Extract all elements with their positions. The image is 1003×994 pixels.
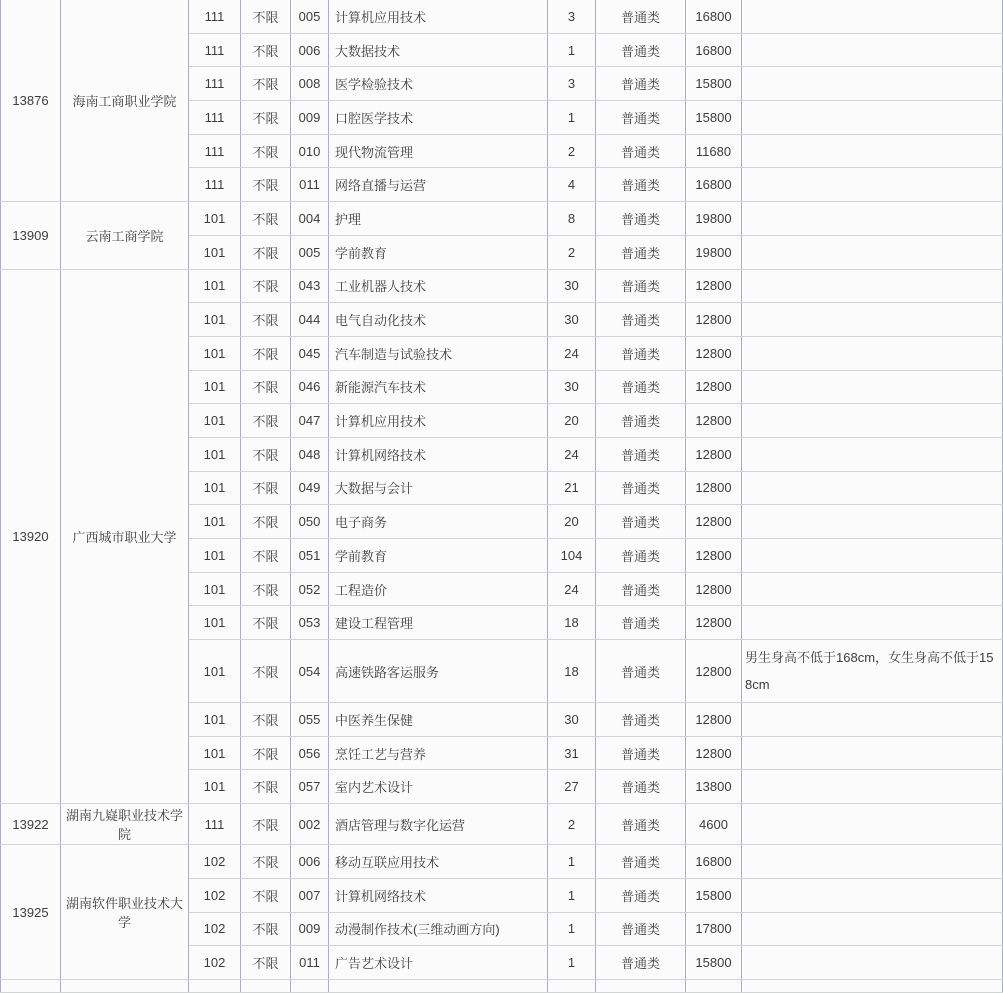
- cell-major-name: 电气自动化技术: [329, 303, 548, 337]
- cell-note: [742, 370, 1003, 404]
- cell-plan-count: 1: [548, 946, 596, 980]
- cell-batch-code: 101: [189, 640, 241, 703]
- cell-subject-requirement: 不限: [241, 67, 291, 101]
- cell-major-name: 建设工程管理: [329, 606, 548, 640]
- cell-note: [742, 101, 1003, 135]
- cell-note: [742, 703, 1003, 737]
- cell-major-name: 计算机网络技术: [329, 437, 548, 471]
- cell-note: [742, 845, 1003, 879]
- cell-empty: [329, 979, 548, 992]
- cell-plan-count: 1: [548, 912, 596, 946]
- table-row: [1, 804, 1003, 845]
- cell-subject-requirement: 不限: [241, 370, 291, 404]
- cell-fee: 16800: [686, 845, 742, 879]
- cell-category: 普通类: [596, 269, 686, 303]
- cell-school-name: 湖南软件职业技术大学: [61, 845, 189, 980]
- cell-major-name: 动漫制作技术(三维动画方向): [329, 912, 548, 946]
- cell-category: 普通类: [596, 703, 686, 737]
- cell-batch-code: 102: [189, 946, 241, 980]
- cell-category: 普通类: [596, 202, 686, 236]
- cell-category: 普通类: [596, 235, 686, 269]
- cell-empty: [241, 979, 291, 992]
- cell-major-code: 011: [291, 168, 329, 202]
- cell-subject-requirement: 不限: [241, 703, 291, 737]
- cell-fee: 15800: [686, 67, 742, 101]
- cell-school-code: 13876: [1, 0, 61, 202]
- cell-major-code: 005: [291, 235, 329, 269]
- cell-major-name: 烹饪工艺与营养: [329, 736, 548, 770]
- cell-note: [742, 539, 1003, 573]
- cell-plan-count: 21: [548, 471, 596, 505]
- cell-major-code: 007: [291, 878, 329, 912]
- cell-category: 普通类: [596, 912, 686, 946]
- cell-note: [742, 437, 1003, 471]
- cell-subject-requirement: 不限: [241, 404, 291, 438]
- cell-fee: 4600: [686, 804, 742, 845]
- cell-major-code: 006: [291, 33, 329, 67]
- cell-major-code: 057: [291, 770, 329, 804]
- cell-subject-requirement: 不限: [241, 804, 291, 845]
- cell-note: [742, 33, 1003, 67]
- cell-category: 普通类: [596, 33, 686, 67]
- cell-note: [742, 770, 1003, 804]
- cell-category: 普通类: [596, 770, 686, 804]
- cell-plan-count: 3: [548, 0, 596, 33]
- cell-note: [742, 134, 1003, 168]
- cell-major-name: 大数据技术: [329, 33, 548, 67]
- cell-subject-requirement: 不限: [241, 33, 291, 67]
- cell-category: 普通类: [596, 804, 686, 845]
- cell-major-name: 中医养生保健: [329, 703, 548, 737]
- cell-batch-code: 101: [189, 370, 241, 404]
- cell-subject-requirement: 不限: [241, 101, 291, 135]
- cell-major-name: 室内艺术设计: [329, 770, 548, 804]
- table-row: [1, 269, 1003, 303]
- cell-major-name: 学前教育: [329, 539, 548, 573]
- cell-empty: [61, 979, 189, 992]
- cell-batch-code: 111: [189, 134, 241, 168]
- cell-category: 普通类: [596, 303, 686, 337]
- cell-plan-count: 24: [548, 437, 596, 471]
- cell-plan-count: 30: [548, 303, 596, 337]
- table-row: [1, 845, 1003, 879]
- cell-batch-code: 101: [189, 235, 241, 269]
- cell-note: [742, 336, 1003, 370]
- cell-category: 普通类: [596, 471, 686, 505]
- cell-category: 普通类: [596, 437, 686, 471]
- cell-fee: 12800: [686, 606, 742, 640]
- cell-fee: 12800: [686, 640, 742, 703]
- cell-fee: 12800: [686, 303, 742, 337]
- cell-category: 普通类: [596, 101, 686, 135]
- cell-batch-code: 101: [189, 770, 241, 804]
- table-row: [1, 0, 1003, 33]
- cell-batch-code: 102: [189, 845, 241, 879]
- cell-fee: 19800: [686, 202, 742, 236]
- cell-batch-code: 111: [189, 101, 241, 135]
- cell-batch-code: 101: [189, 336, 241, 370]
- cell-fee: 12800: [686, 269, 742, 303]
- cell-fee: 12800: [686, 336, 742, 370]
- cell-category: 普通类: [596, 845, 686, 879]
- cell-fee: 12800: [686, 404, 742, 438]
- cell-major-code: 046: [291, 370, 329, 404]
- cell-fee: 12800: [686, 370, 742, 404]
- cell-plan-count: 2: [548, 804, 596, 845]
- cell-category: 普通类: [596, 336, 686, 370]
- cell-fee: 13800: [686, 770, 742, 804]
- cell-plan-count: 1: [548, 33, 596, 67]
- cell-plan-count: 30: [548, 703, 596, 737]
- cell-category: 普通类: [596, 640, 686, 703]
- cell-plan-count: 2: [548, 235, 596, 269]
- cell-plan-count: 24: [548, 572, 596, 606]
- cell-fee: 15800: [686, 878, 742, 912]
- cell-fee: 12800: [686, 505, 742, 539]
- cell-subject-requirement: 不限: [241, 878, 291, 912]
- cell-major-name: 现代物流管理: [329, 134, 548, 168]
- cell-batch-code: 101: [189, 404, 241, 438]
- cell-subject-requirement: 不限: [241, 640, 291, 703]
- cell-subject-requirement: 不限: [241, 912, 291, 946]
- cell-category: 普通类: [596, 946, 686, 980]
- cell-major-code: 008: [291, 67, 329, 101]
- cell-plan-count: 30: [548, 370, 596, 404]
- cell-fee: 16800: [686, 33, 742, 67]
- cell-note: [742, 269, 1003, 303]
- cell-batch-code: 111: [189, 0, 241, 33]
- cell-major-name: 网络直播与运营: [329, 168, 548, 202]
- cell-subject-requirement: 不限: [241, 202, 291, 236]
- cell-fee: 16800: [686, 168, 742, 202]
- cell-subject-requirement: 不限: [241, 0, 291, 33]
- table-row-partial: [1, 979, 1003, 992]
- cell-batch-code: 101: [189, 606, 241, 640]
- cell-note: [742, 67, 1003, 101]
- cell-school-code: 13920: [1, 269, 61, 804]
- cell-subject-requirement: 不限: [241, 168, 291, 202]
- cell-school-name: 云南工商学院: [61, 202, 189, 269]
- cell-major-code: 045: [291, 336, 329, 370]
- cell-subject-requirement: 不限: [241, 736, 291, 770]
- cell-major-name: 移动互联应用技术: [329, 845, 548, 879]
- cell-subject-requirement: 不限: [241, 437, 291, 471]
- cell-empty: [291, 979, 329, 992]
- cell-major-code: 048: [291, 437, 329, 471]
- cell-note: [742, 572, 1003, 606]
- cell-fee: 11680: [686, 134, 742, 168]
- cell-batch-code: 111: [189, 67, 241, 101]
- cell-note: [742, 946, 1003, 980]
- cell-note: [742, 736, 1003, 770]
- cell-plan-count: 20: [548, 404, 596, 438]
- cell-plan-count: 1: [548, 101, 596, 135]
- cell-batch-code: 111: [189, 804, 241, 845]
- cell-school-name: 湖南九嶷职业技术学院: [61, 804, 189, 845]
- cell-category: 普通类: [596, 404, 686, 438]
- cell-major-name: 广告艺术设计: [329, 946, 548, 980]
- cell-category: 普通类: [596, 134, 686, 168]
- cell-major-code: 052: [291, 572, 329, 606]
- cell-subject-requirement: 不限: [241, 303, 291, 337]
- cell-fee: 16800: [686, 0, 742, 33]
- cell-plan-count: 30: [548, 269, 596, 303]
- cell-school-code: 13922: [1, 804, 61, 845]
- cell-note: [742, 235, 1003, 269]
- cell-plan-count: 1: [548, 845, 596, 879]
- cell-major-code: 043: [291, 269, 329, 303]
- cell-subject-requirement: 不限: [241, 235, 291, 269]
- cell-major-name: 汽车制造与试验技术: [329, 336, 548, 370]
- cell-note: [742, 303, 1003, 337]
- cell-major-code: 004: [291, 202, 329, 236]
- cell-major-code: 049: [291, 471, 329, 505]
- cell-note: 男生身高不低于168cm，女生身高不低于158cm: [742, 640, 1003, 703]
- cell-plan-count: 2: [548, 134, 596, 168]
- cell-major-code: 047: [291, 404, 329, 438]
- cell-subject-requirement: 不限: [241, 134, 291, 168]
- cell-subject-requirement: 不限: [241, 572, 291, 606]
- cell-school-code: 13925: [1, 845, 61, 980]
- cell-major-code: 056: [291, 736, 329, 770]
- cell-major-name: 高速铁路客运服务: [329, 640, 548, 703]
- cell-note: [742, 912, 1003, 946]
- cell-subject-requirement: 不限: [241, 471, 291, 505]
- cell-major-code: 009: [291, 912, 329, 946]
- cell-plan-count: 18: [548, 606, 596, 640]
- cell-note: [742, 202, 1003, 236]
- cell-subject-requirement: 不限: [241, 539, 291, 573]
- table-row: [1, 202, 1003, 236]
- cell-major-name: 护理: [329, 202, 548, 236]
- cell-batch-code: 101: [189, 303, 241, 337]
- cell-major-code: 011: [291, 946, 329, 980]
- cell-major-name: 医学检验技术: [329, 67, 548, 101]
- cell-note: [742, 878, 1003, 912]
- cell-school-name: 广西城市职业大学: [61, 269, 189, 804]
- cell-major-code: 005: [291, 0, 329, 33]
- cell-category: 普通类: [596, 67, 686, 101]
- cell-plan-count: 31: [548, 736, 596, 770]
- cell-category: 普通类: [596, 606, 686, 640]
- cell-major-name: 酒店管理与数字化运营: [329, 804, 548, 845]
- cell-major-code: 044: [291, 303, 329, 337]
- cell-empty: [548, 979, 596, 992]
- cell-subject-requirement: 不限: [241, 505, 291, 539]
- cell-subject-requirement: 不限: [241, 606, 291, 640]
- cell-empty: [686, 979, 742, 992]
- cell-major-code: 009: [291, 101, 329, 135]
- cell-batch-code: 101: [189, 703, 241, 737]
- cell-note: [742, 606, 1003, 640]
- cell-batch-code: 101: [189, 269, 241, 303]
- cell-batch-code: 102: [189, 878, 241, 912]
- cell-batch-code: 111: [189, 33, 241, 67]
- cell-plan-count: 24: [548, 336, 596, 370]
- cell-batch-code: 101: [189, 471, 241, 505]
- cell-batch-code: 102: [189, 912, 241, 946]
- cell-major-code: 006: [291, 845, 329, 879]
- cell-major-name: 学前教育: [329, 235, 548, 269]
- cell-empty: [189, 979, 241, 992]
- cell-major-code: 055: [291, 703, 329, 737]
- cell-category: 普通类: [596, 370, 686, 404]
- cell-fee: 15800: [686, 101, 742, 135]
- cell-major-name: 计算机应用技术: [329, 404, 548, 438]
- cell-subject-requirement: 不限: [241, 770, 291, 804]
- cell-batch-code: 101: [189, 539, 241, 573]
- cell-plan-count: 104: [548, 539, 596, 573]
- cell-plan-count: 27: [548, 770, 596, 804]
- cell-note: [742, 404, 1003, 438]
- cell-subject-requirement: 不限: [241, 946, 291, 980]
- cell-batch-code: 101: [189, 572, 241, 606]
- cell-fee: 19800: [686, 235, 742, 269]
- cell-batch-code: 101: [189, 505, 241, 539]
- cell-plan-count: 18: [548, 640, 596, 703]
- cell-category: 普通类: [596, 168, 686, 202]
- cell-major-code: 002: [291, 804, 329, 845]
- cell-fee: 12800: [686, 572, 742, 606]
- cell-major-name: 大数据与会计: [329, 471, 548, 505]
- cell-school-name: 海南工商职业学院: [61, 0, 189, 202]
- cell-plan-count: 3: [548, 67, 596, 101]
- cell-plan-count: 1: [548, 878, 596, 912]
- cell-fee: 12800: [686, 437, 742, 471]
- cell-subject-requirement: 不限: [241, 269, 291, 303]
- cell-fee: 12800: [686, 471, 742, 505]
- cell-category: 普通类: [596, 539, 686, 573]
- cell-batch-code: 101: [189, 736, 241, 770]
- cell-category: 普通类: [596, 0, 686, 33]
- cell-plan-count: 20: [548, 505, 596, 539]
- cell-category: 普通类: [596, 572, 686, 606]
- cell-fee: 12800: [686, 703, 742, 737]
- plan-table-body: [1, 0, 1003, 992]
- cell-major-name: 新能源汽车技术: [329, 370, 548, 404]
- cell-note: [742, 471, 1003, 505]
- cell-major-name: 计算机应用技术: [329, 0, 548, 33]
- cell-school-code: 13909: [1, 202, 61, 269]
- cell-major-name: 工业机器人技术: [329, 269, 548, 303]
- cell-note: [742, 0, 1003, 33]
- cell-note: [742, 168, 1003, 202]
- cell-note: [742, 804, 1003, 845]
- cell-major-name: 计算机网络技术: [329, 878, 548, 912]
- cell-category: 普通类: [596, 878, 686, 912]
- cell-empty: [742, 979, 1003, 992]
- cell-fee: 12800: [686, 736, 742, 770]
- cell-plan-count: 4: [548, 168, 596, 202]
- cell-major-name: 电子商务: [329, 505, 548, 539]
- cell-major-code: 010: [291, 134, 329, 168]
- cell-empty: [1, 979, 61, 992]
- cell-category: 普通类: [596, 736, 686, 770]
- cell-batch-code: 111: [189, 168, 241, 202]
- cell-category: 普通类: [596, 505, 686, 539]
- cell-major-name: 口腔医学技术: [329, 101, 548, 135]
- cell-batch-code: 101: [189, 202, 241, 236]
- cell-major-code: 054: [291, 640, 329, 703]
- cell-plan-count: 8: [548, 202, 596, 236]
- cell-major-code: 050: [291, 505, 329, 539]
- cell-subject-requirement: 不限: [241, 845, 291, 879]
- cell-major-name: 工程造价: [329, 572, 548, 606]
- cell-batch-code: 101: [189, 437, 241, 471]
- cell-fee: 12800: [686, 539, 742, 573]
- cell-subject-requirement: 不限: [241, 336, 291, 370]
- cell-major-code: 051: [291, 539, 329, 573]
- cell-fee: 17800: [686, 912, 742, 946]
- cell-major-code: 053: [291, 606, 329, 640]
- cell-note: [742, 505, 1003, 539]
- cell-empty: [596, 979, 686, 992]
- cell-fee: 15800: [686, 946, 742, 980]
